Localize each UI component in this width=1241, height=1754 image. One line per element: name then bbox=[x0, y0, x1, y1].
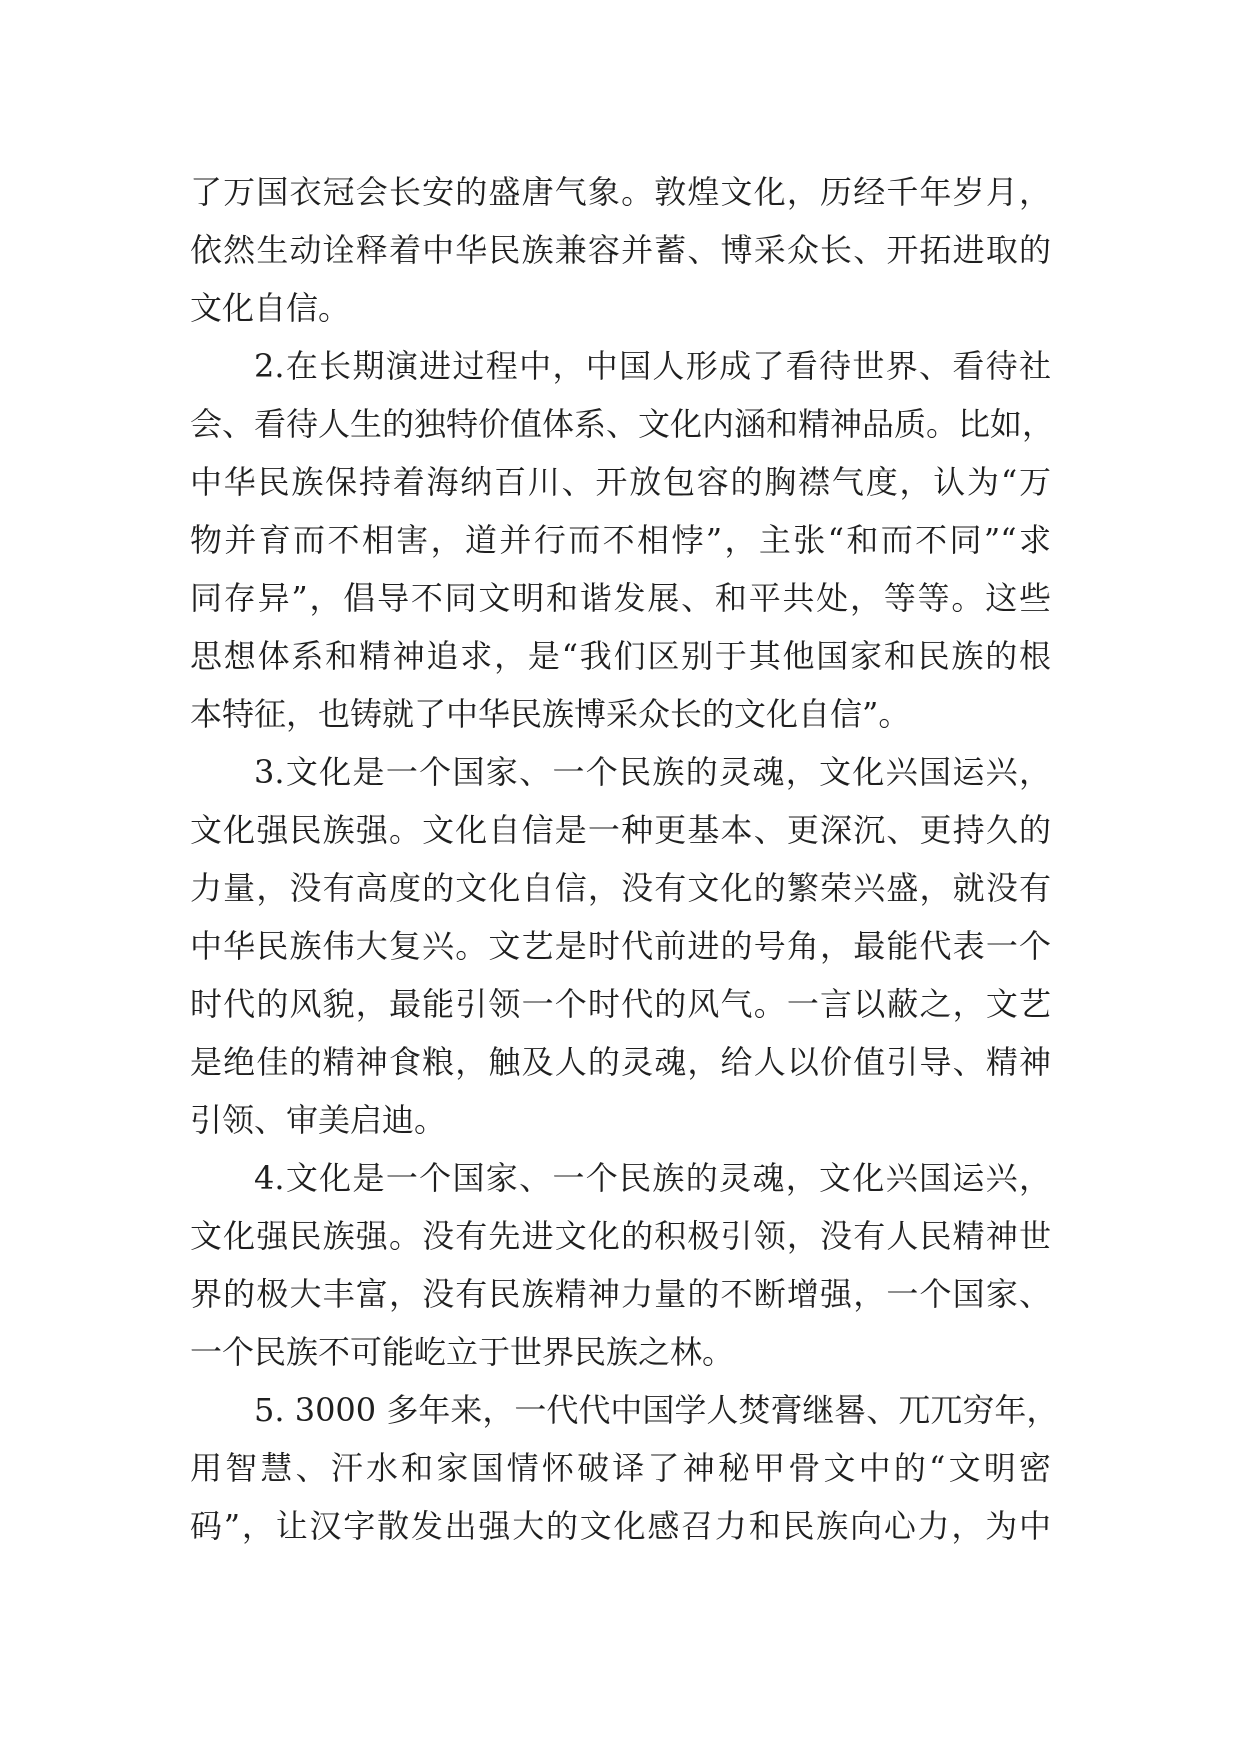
paragraph bbox=[190, 1149, 1051, 1381]
text-line: 中华民族保持着海纳百川、开放包容的胸襟气度，认为“万 bbox=[190, 463, 1051, 501]
text-line: 中华民族伟大复兴。文艺是时代前进的号角，最能代表一个 bbox=[190, 927, 1051, 965]
text-line: 用智慧、汗水和家国情怀破译了神秘甲骨文中的“文明密 bbox=[190, 1449, 1051, 1487]
text-line: 是绝佳的精神食粮，触及人的灵魂，给人以价值引导、精神 bbox=[190, 1043, 1051, 1081]
text-line: 一个民族不可能屹立于世界民族之林。 bbox=[190, 1333, 735, 1371]
text-line: 5. 3000 多年来，一代代中国学人焚膏继晷、兀兀穷年， bbox=[254, 1391, 1059, 1429]
text-line: 时代的风貌，最能引领一个时代的风气。一言以蔽之，文艺 bbox=[190, 985, 1051, 1023]
text-line: 2.在长期演进过程中，中国人形成了看待世界、看待社 bbox=[254, 347, 1051, 385]
text-line: 文化强民族强。没有先进文化的积极引领，没有人民精神世 bbox=[190, 1217, 1051, 1255]
text-line: 引领、审美启迪。 bbox=[190, 1101, 447, 1139]
text-line: 文化强民族强。文化自信是一种更基本、更深沉、更持久的 bbox=[190, 811, 1051, 849]
text-line: 本特征，也铸就了中华民族博采众长的文化自信”。 bbox=[190, 695, 911, 733]
text-line: 会、看待人生的独特价值体系、文化内涵和精神品质。比如， bbox=[190, 405, 1055, 443]
paragraph bbox=[190, 1381, 1059, 1555]
paragraph bbox=[190, 337, 1055, 743]
document-body bbox=[190, 163, 1059, 1555]
text-line: 3.文化是一个国家、一个民族的灵魂，文化兴国运兴， bbox=[254, 753, 1051, 791]
text-line: 了万国衣冠会长安的盛唐气象。敦煌文化，历经千年岁月， bbox=[190, 173, 1051, 211]
paragraph bbox=[190, 163, 1051, 337]
paragraph bbox=[190, 743, 1051, 1149]
text-line: 力量，没有高度的文化自信，没有文化的繁荣兴盛，就没有 bbox=[190, 869, 1051, 907]
text-line: 思想体系和精神追求，是“我们区别于其他国家和民族的根 bbox=[190, 637, 1051, 675]
text-line: 同存异”，倡导不同文明和谐发展、和平共处，等等。这些 bbox=[190, 579, 1051, 617]
text-line: 依然生动诠释着中华民族兼容并蓄、博采众长、开拓进取的 bbox=[190, 231, 1051, 269]
text-line: 界的极大丰富，没有民族精神力量的不断增强，一个国家、 bbox=[190, 1275, 1051, 1313]
text-line: 4.文化是一个国家、一个民族的灵魂，文化兴国运兴， bbox=[254, 1159, 1051, 1197]
text-line: 码”，让汉字散发出强大的文化感召力和民族向心力，为中 bbox=[190, 1507, 1051, 1545]
text-line: 物并育而不相害，道并行而不相悖”，主张“和而不同”“求 bbox=[190, 521, 1051, 559]
text-line: 文化自信。 bbox=[190, 289, 351, 327]
